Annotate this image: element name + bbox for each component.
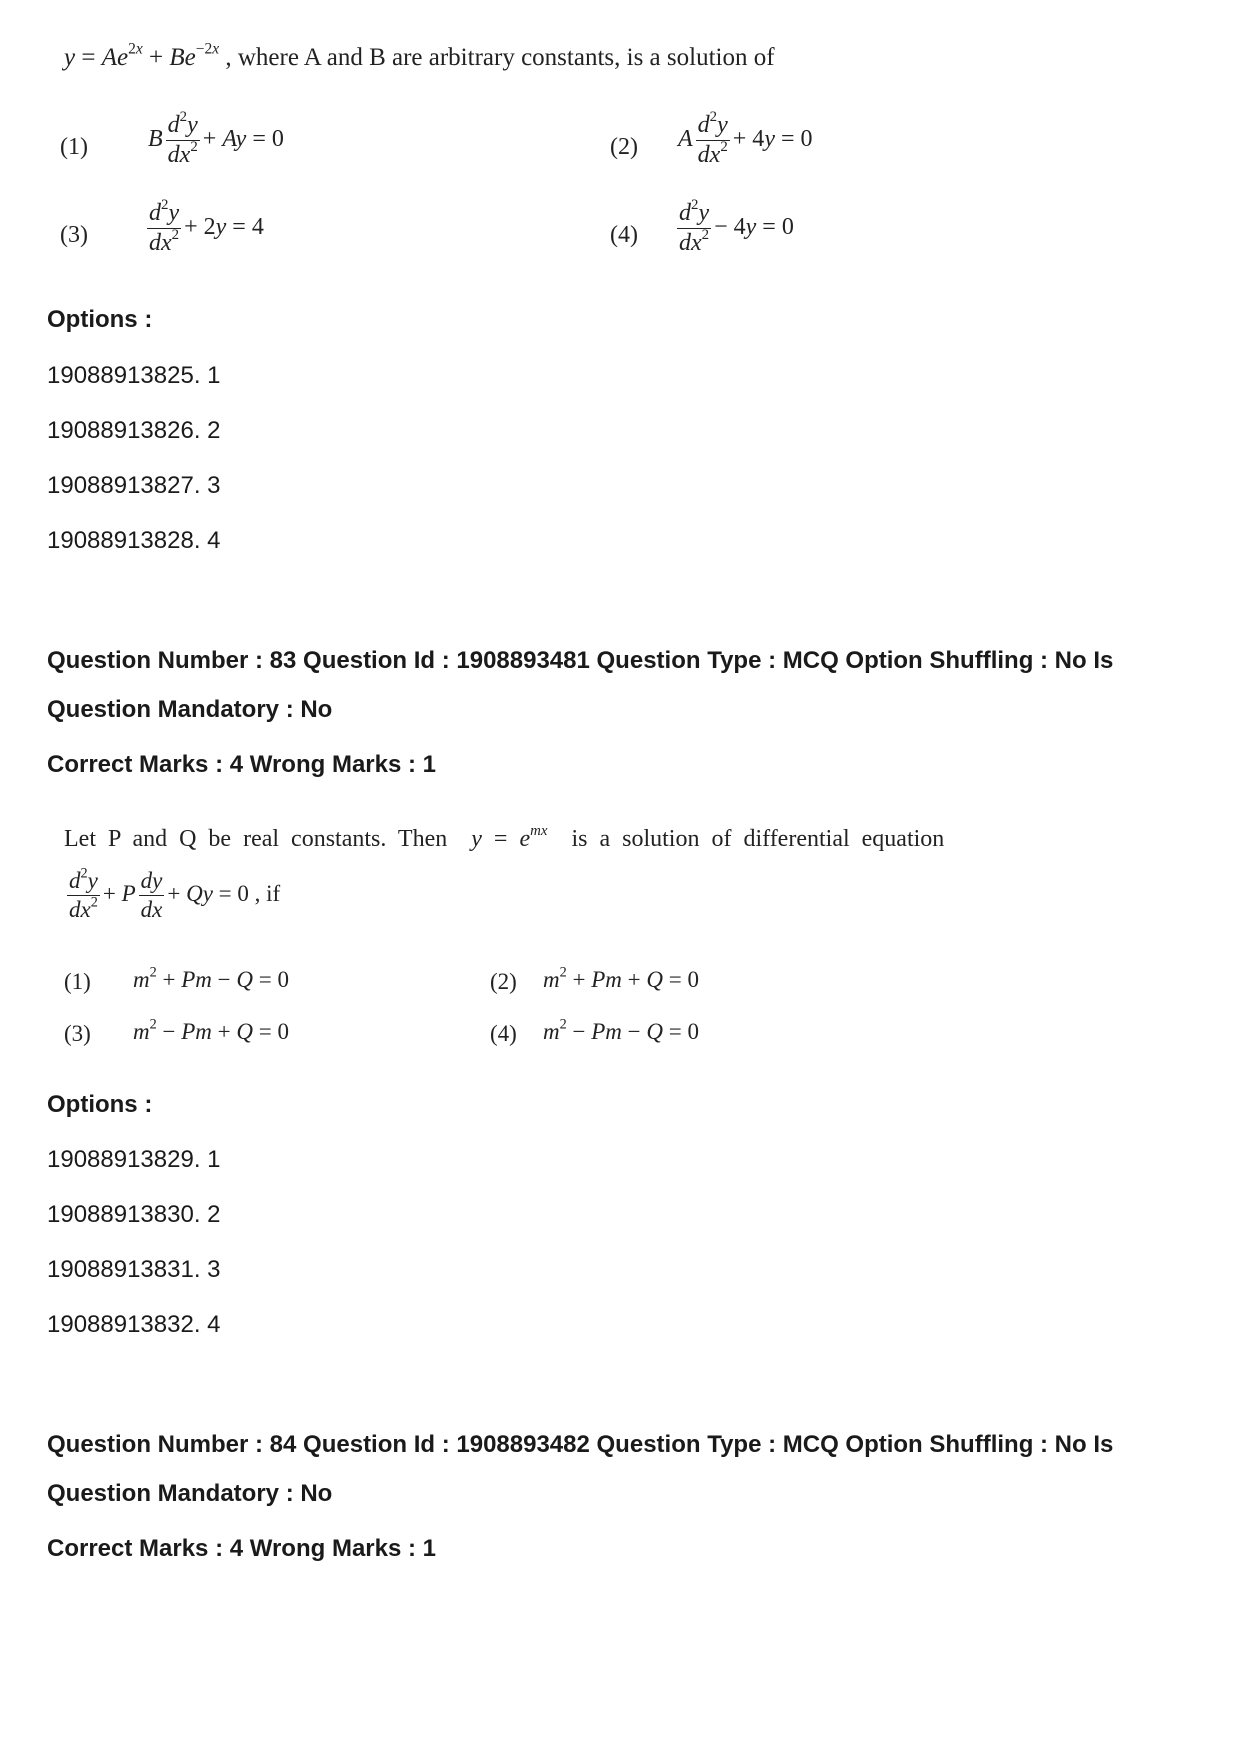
q83-header-line-2: Question Mandatory : No bbox=[47, 696, 333, 723]
q84-header-line-2: Question Mandatory : No bbox=[47, 1480, 333, 1507]
q83-option-1: 19088913829. 1 bbox=[47, 1146, 221, 1173]
q82-choice-4-equation: $\frac{d^2y}{dx^2}$ − 4y = 0 bbox=[679, 196, 794, 257]
q82-stem: $y = Ae^{2x} + Be^{-2x}$ , where A and B are arbitrary constants, is a solution of bbox=[64, 40, 775, 71]
q83-option-3: 19088913831. 3 bbox=[47, 1256, 221, 1283]
q83-choice-2-number: (2) bbox=[490, 969, 517, 994]
q82-option-1: 19088913825. 1 bbox=[47, 362, 221, 389]
q83-option-4: 19088913832. 4 bbox=[47, 1311, 221, 1338]
q82-choice-1-number: (1) bbox=[60, 134, 88, 160]
q82-options-label: Options : bbox=[47, 306, 153, 333]
q83-option-2: 19088913830. 2 bbox=[47, 1201, 221, 1228]
q82-choice-2-equation: A $\frac{d^2y}{dx^2}$ + 4y = 0 bbox=[678, 108, 813, 169]
q83-choice-3-equation: $m^2 - Pm + Q = 0$ bbox=[133, 1016, 289, 1044]
q82-option-4: 19088913828. 4 bbox=[47, 527, 221, 554]
q82-option-3: 19088913827. 3 bbox=[47, 472, 221, 499]
q83-choice-4-number: (4) bbox=[490, 1021, 517, 1046]
q82-choice-4-number: (4) bbox=[610, 222, 638, 248]
q83-choice-3-number: (3) bbox=[64, 1021, 91, 1046]
q83-marks: Correct Marks : 4 Wrong Marks : 1 bbox=[47, 751, 437, 778]
q82-choice-2-number: (2) bbox=[610, 134, 638, 160]
q83-choice-1-number: (1) bbox=[64, 969, 91, 994]
q82-choice-3-equation: $\frac{d^2y}{dx^2}$ + 2y = 4 bbox=[149, 196, 264, 257]
q84-marks: Correct Marks : 4 Wrong Marks : 1 bbox=[47, 1535, 437, 1562]
q83-choice-2-equation: $m^2 + Pm + Q = 0$ bbox=[543, 964, 699, 992]
q83-header-line-1: Question Number : 83 Question Id : 1908893481 Question Type : MCQ Option Shuffling : No Is bbox=[47, 647, 1114, 674]
q83-stem: Let P and Q be real constants. Then $y = e^{mx}$ is a solution of differential equation bbox=[64, 822, 945, 852]
q83-choice-4-equation: $m^2 - Pm - Q = 0$ bbox=[543, 1016, 699, 1044]
q82-choice-1-equation: B $\frac{d^2y}{dx^2}$ + Ay = 0 bbox=[148, 108, 284, 169]
q84-header-line-1: Question Number : 84 Question Id : 1908893482 Question Type : MCQ Option Shuffling : No Is bbox=[47, 1431, 1114, 1458]
q83-options-label: Options : bbox=[47, 1091, 153, 1118]
q83-differential-equation: $\frac{d^2y}{dx^2}$ + P $\frac{dy}{dx}$ + Qy = 0 , if bbox=[69, 865, 281, 923]
q83-choice-1-equation: $m^2 + Pm - Q = 0$ bbox=[133, 964, 289, 992]
q82-option-2: 19088913826. 2 bbox=[47, 417, 221, 444]
q82-choice-3-number: (3) bbox=[60, 222, 88, 248]
